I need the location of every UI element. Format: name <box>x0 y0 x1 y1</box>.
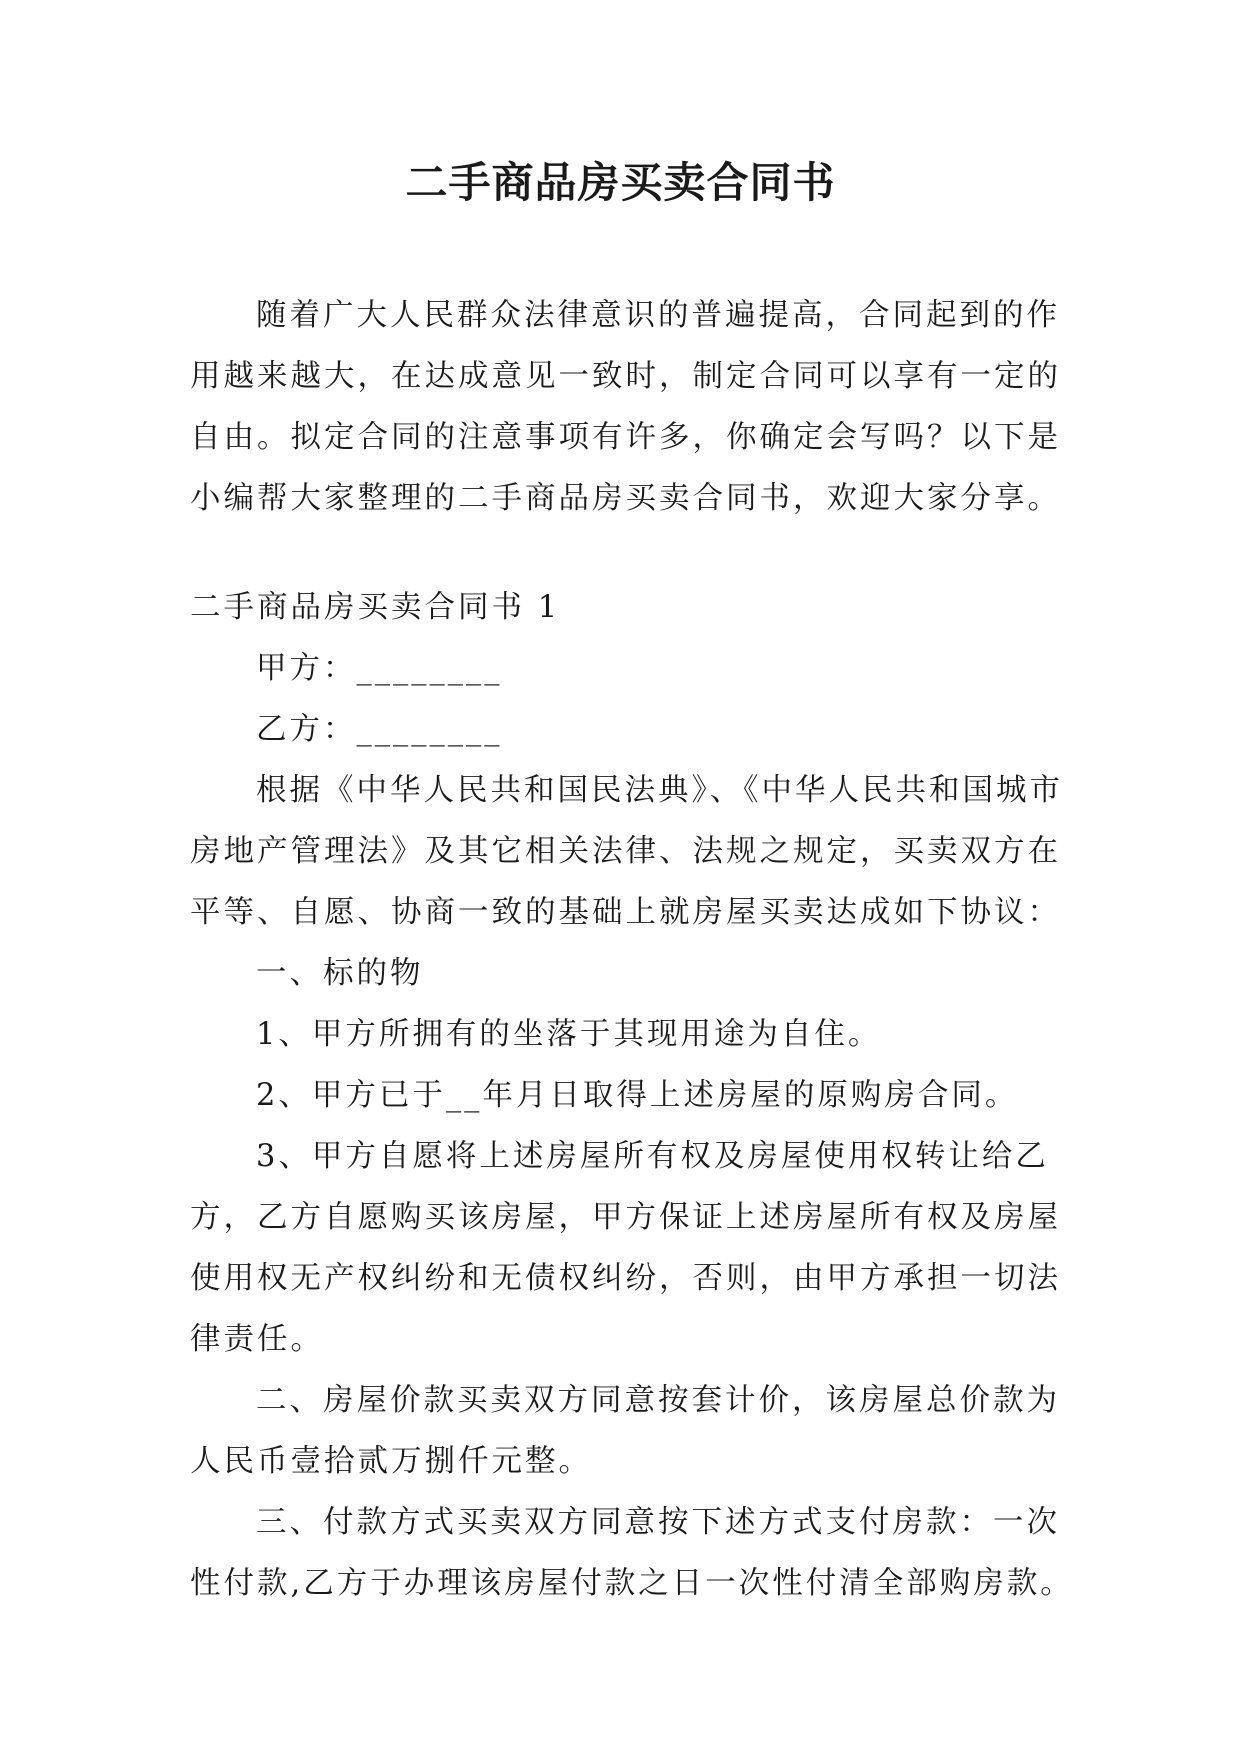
basis-paragraph <box>190 760 1063 943</box>
text-line: 二、房屋价款买卖双方同意按套计价，该房屋总价款为 <box>256 1383 1060 1418</box>
clause-1-heading: 一、标的物 <box>256 956 424 991</box>
section-heading: 二手商品房买卖合同书 1 <box>190 590 561 625</box>
text-line: 小编帮大家整理的二手商品房买卖合同书，欢迎大家分享。 <box>190 481 1061 516</box>
text-line: 性付款,乙方于办理该房屋付款之日一次性付清全部购房款。 <box>190 1566 1074 1601</box>
party-a-line: 甲方：________ <box>256 651 503 686</box>
text-line: 三、付款方式买卖双方同意按下述方式支付房款：一次 <box>256 1505 1060 1540</box>
text-line: 律责任。 <box>190 1322 324 1357</box>
text-line: 平等、自愿、协商一致的基础上就房屋买卖达成如下协议： <box>190 895 1061 930</box>
clause-1-item-3 <box>190 1126 1060 1370</box>
text-line: 房地产管理法》及其它相关法律、法规之规定，买卖双方在 <box>190 834 1061 869</box>
document-body <box>190 285 1074 1614</box>
text-line: 用越来越大，在达成意见一致时，制定合同可以享有一定的 <box>190 359 1061 394</box>
spacer <box>190 529 1060 577</box>
party-b-line: 乙方：________ <box>256 712 503 747</box>
clause-3-paragraph <box>190 1492 1074 1614</box>
text-line: 3、甲方自愿将上述房屋所有权及房屋使用权转让给乙 <box>256 1139 1049 1174</box>
text-line: 随着广大人民群众法律意识的普遍提高，合同起到的作 <box>256 298 1060 333</box>
text-line: 使用权无产权纠纷和无债权纠纷，否则，由甲方承担一切法 <box>190 1261 1061 1296</box>
text-line: 方，乙方自愿购买该房屋，甲方保证上述房屋所有权及房屋 <box>190 1200 1061 1235</box>
clause-1-item-2: 2、甲方已于__年月日取得上述房屋的原购房合同。 <box>256 1078 1019 1113</box>
clause-2-paragraph <box>190 1370 1060 1492</box>
text-line: 人民币壹拾贰万捌仟元整。 <box>190 1444 592 1479</box>
document-title: 二手商品房买卖合同书 <box>405 158 836 207</box>
text-line: 自由。拟定合同的注意事项有许多，你确定会写吗？以下是 <box>190 420 1061 455</box>
clause-1-item-1: 1、甲方所拥有的坐落于其现用途为自住。 <box>256 1017 882 1052</box>
intro-paragraph <box>190 285 1060 529</box>
text-line: 根据《中华人民共和国民法典》、《中华人民共和国城市 <box>256 773 1063 808</box>
